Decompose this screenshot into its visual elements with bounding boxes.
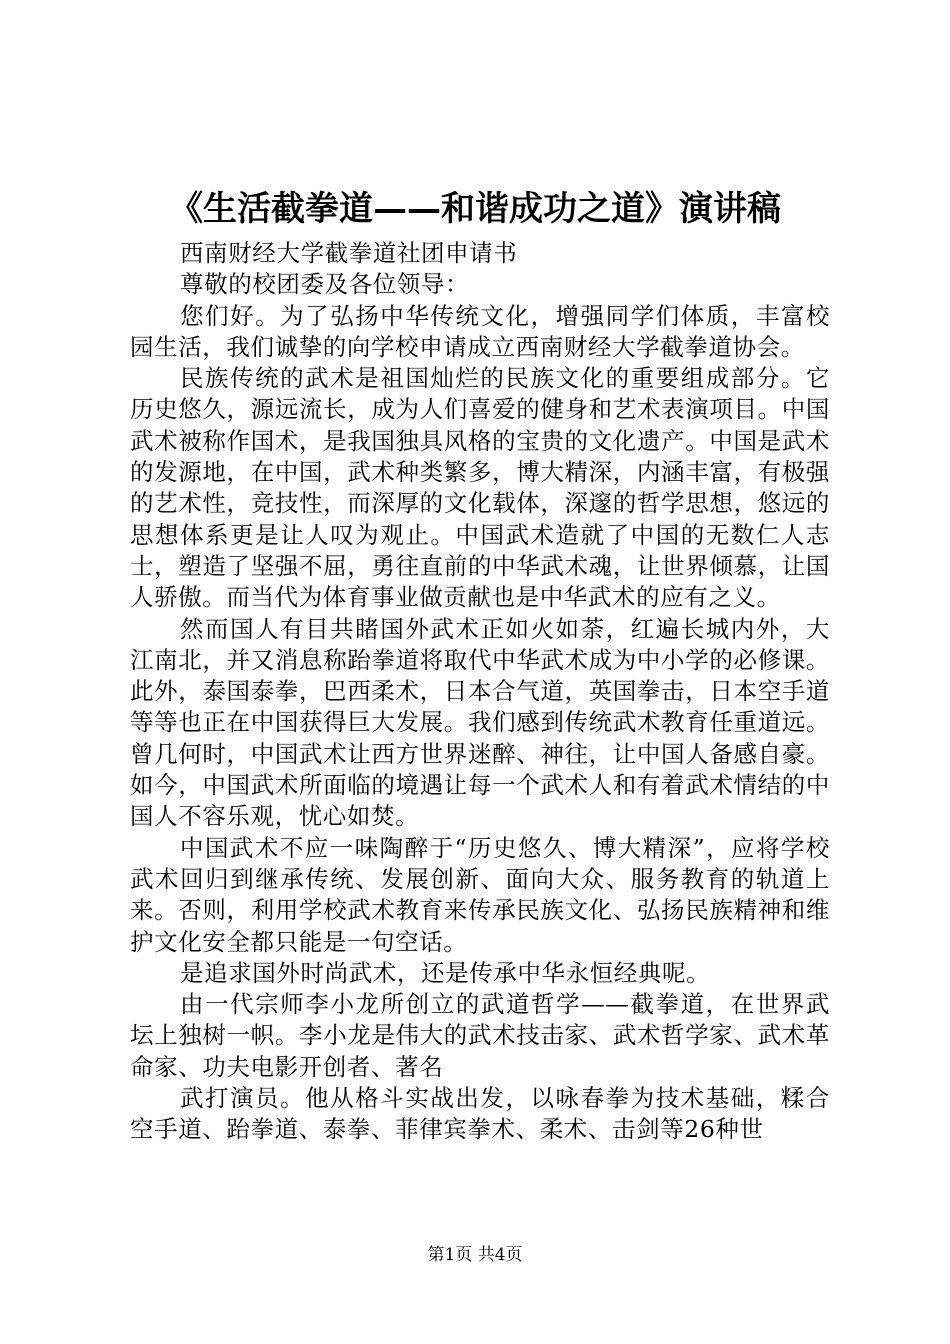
document-body	[130, 238, 830, 1146]
paragraph-jeet-kune-do: 由一代宗师李小龙所创立的武道哲学——截拳道，在世界武坛上独树一帜。李小龙是伟大的武术技击家、武术哲学家、武术革命家、功夫电影开创者、著名	[130, 990, 830, 1081]
paragraph-application-heading: 西南财经大学截拳道社团申请书	[180, 239, 518, 267]
paragraph-question: 是追求国外时尚武术，还是传承中华永恒经典呢。	[180, 958, 711, 987]
paragraph-bruce-lee: 武打演员。他从格斗实战出发，以咏春拳为技术基础，糅合空手道、跆拳道、泰拳、菲律宾拳术、柔术、击剑等26种世	[130, 1084, 830, 1144]
paragraph-martial-arts-heritage: 民族传统的武术是祖国灿烂的民族文化的重要组成部分。它历史悠久，源远流长，成为人们喜爱的健身和艺术表演项目。中国武术被称作国术，是我国独具风格的宝贵的文化遗产。中国是武术的发源地，在中国，武术种类繁多，博大精深，内涵丰富，有极强的艺术性，竞技性，而深厚的文化载体，深邃的哲学思想，悠远的思想体系更是让人叹为观止。中国武术造就了中国的无数仁人志士，塑造了坚强不屈，勇往直前的中华武术魂，让世界倾慕，让国人骄傲。而当代为体育事业做贡献也是中华武术的应有之义。	[130, 364, 830, 612]
paragraph-foreign-martial-arts: 然而国人有目共睹国外武术正如火如荼，红遍长城内外，大江南北，并又消息称跆拳道将取代中华武术成为中小学的必修课。此外，泰国泰拳，巴西柔术，日本合气道，英国拳击，日本空手道等等也正在中国获得巨大发展。我们感到传统武术教育任重道远。曾几何时，中国武术让西方世界迷醉、神往，让中国人备感自豪。如今，中国武术所面临的境遇让每一个武术人和有着武术情结的中国人不容乐观，忧心如焚。	[130, 614, 830, 831]
document-title: 《生活截拳道——和谐成功之道》演讲稿	[169, 189, 781, 229]
paragraph-salutation: 尊敬的校团委及各位领导：	[180, 270, 470, 299]
paragraph-greeting: 您们好。为了弘扬中华传统文化，增强同学们体质，丰富校园生活，我们诚挚的向学校申请成立西南财经大学截拳道协会。	[130, 301, 830, 361]
page-footer: 第1页 共4页	[427, 1245, 523, 1265]
paragraph-school-martial-arts: 中国武术不应一味陶醉于“历史悠久、博大精深”，应将学校武术回归到继承传统、发展创新、面向大众、服务教育的轨道上来。否则，利用学校武术教育来传承民族文化、弘扬民族精神和维护文化安全都只能是一句空话。	[130, 833, 830, 956]
